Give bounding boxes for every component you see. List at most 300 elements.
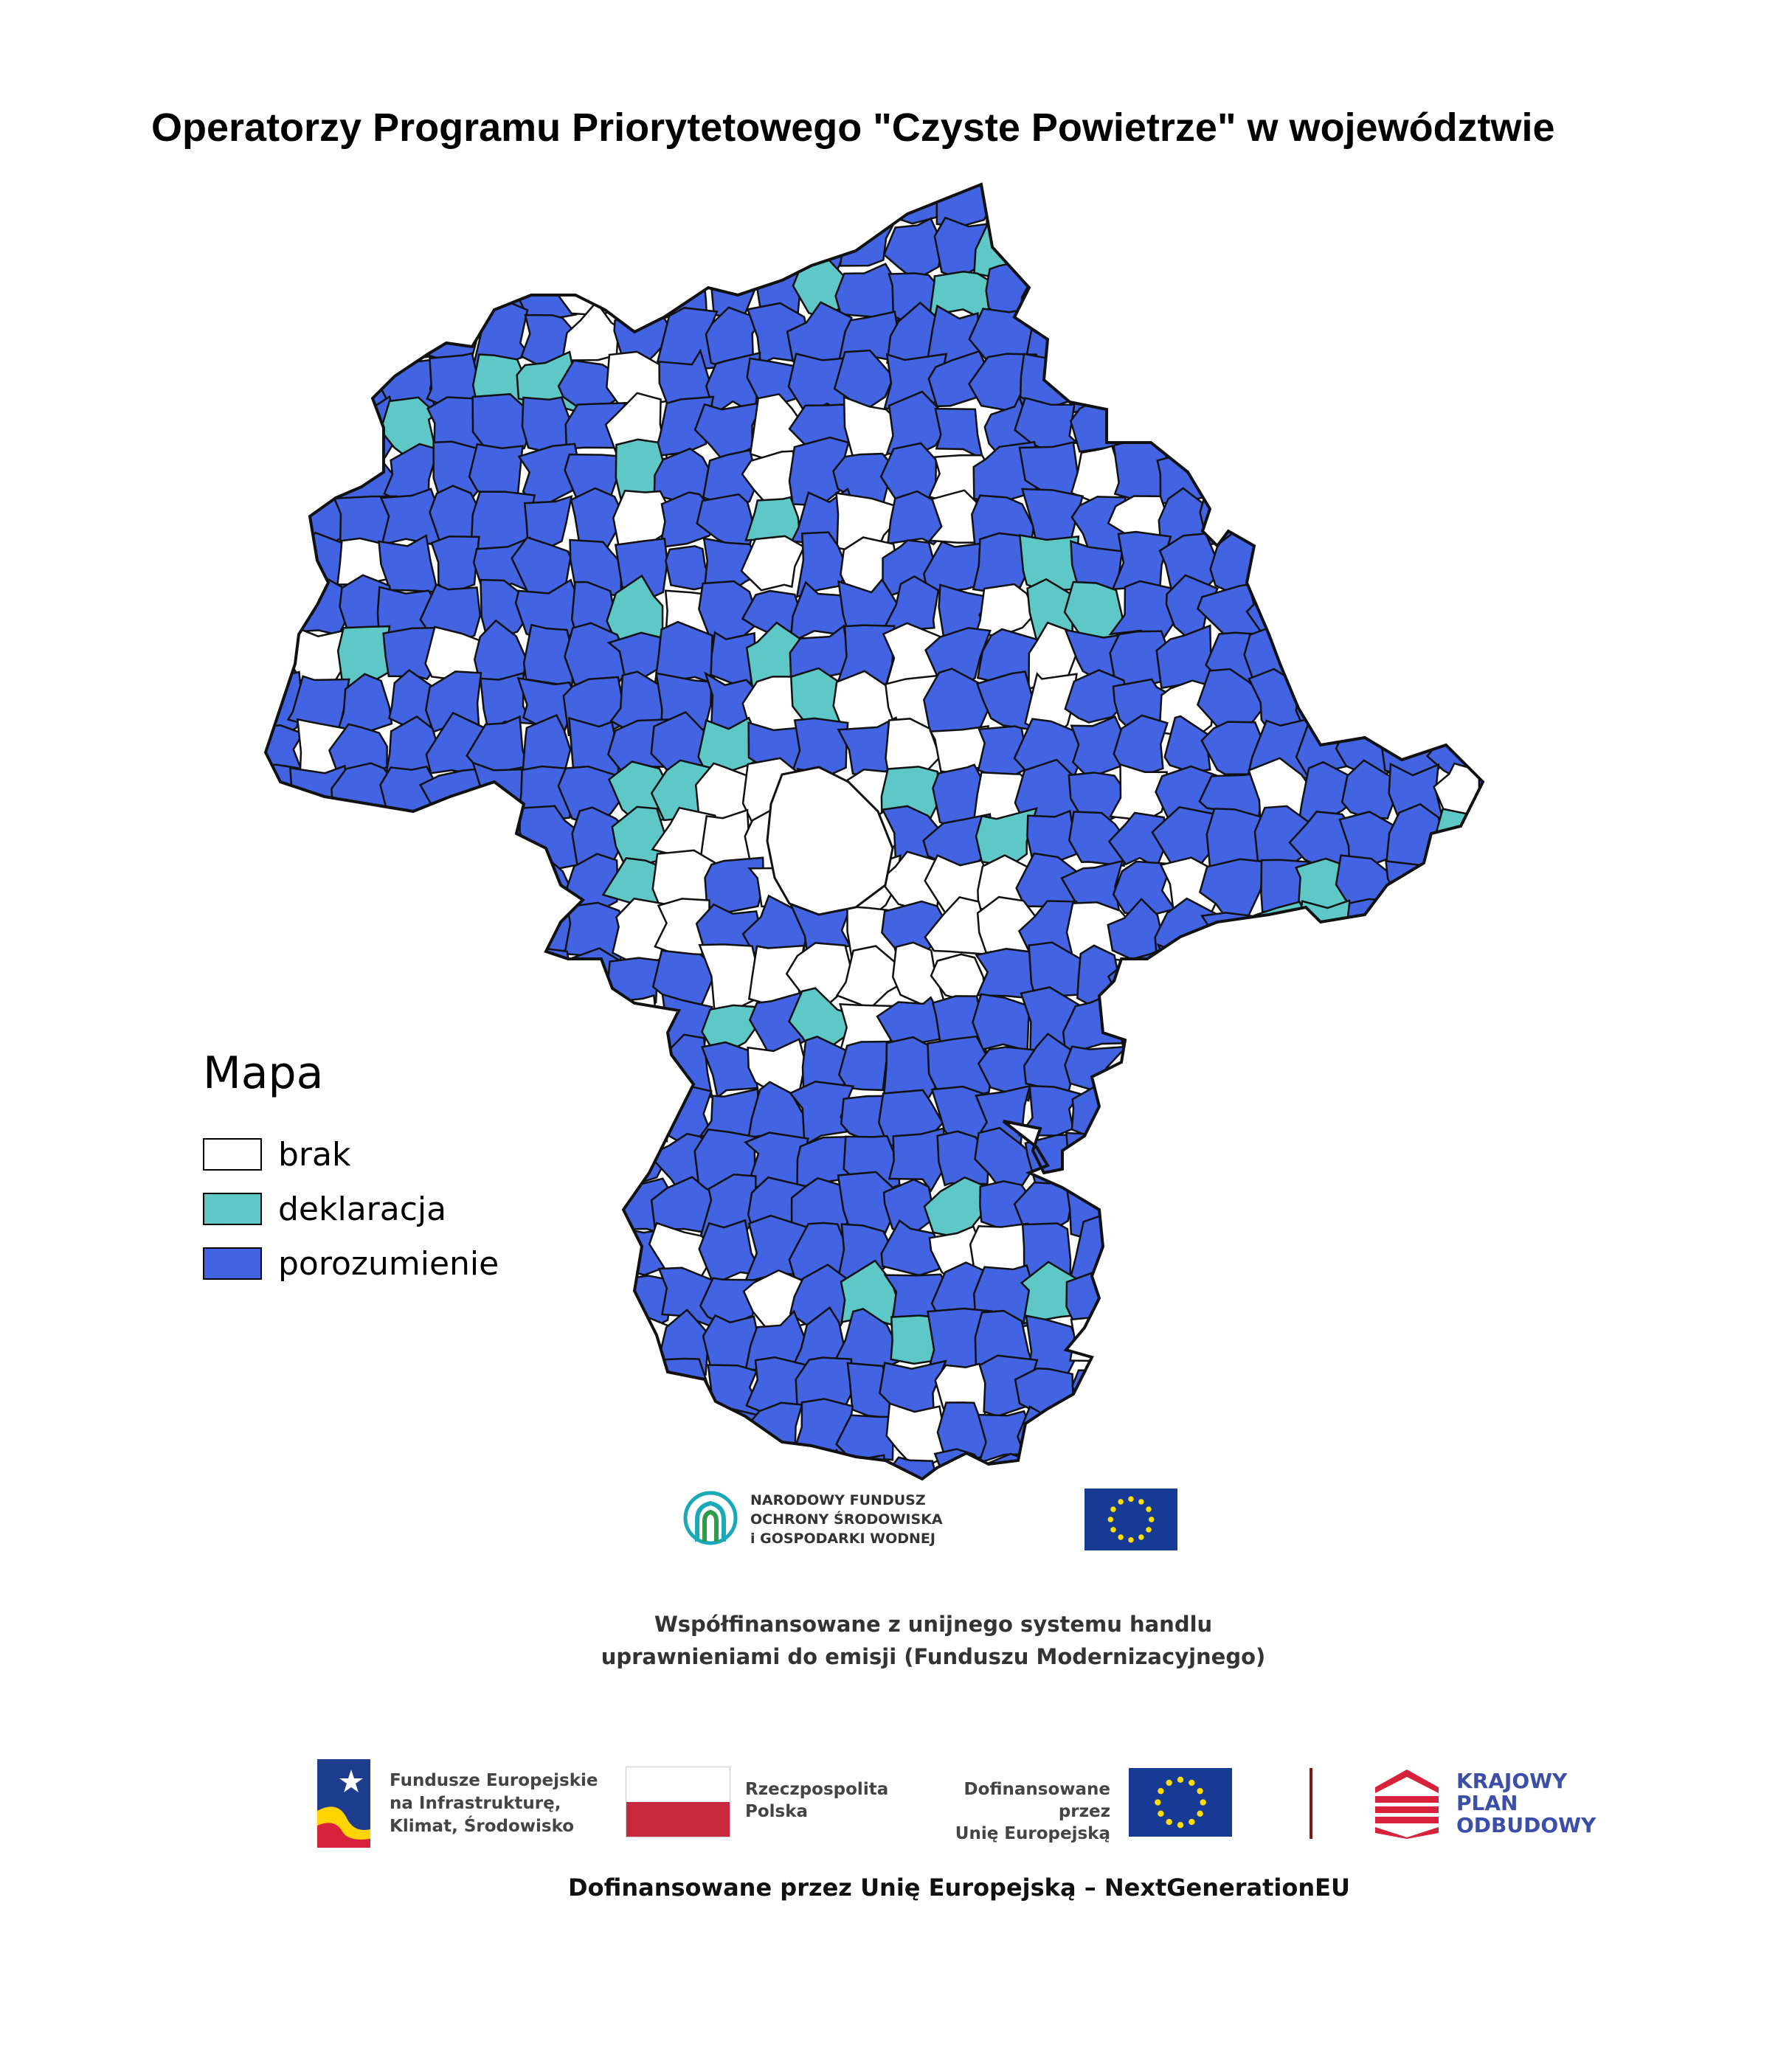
municipality <box>1342 1449 1398 1503</box>
municipality <box>1159 1087 1221 1140</box>
municipality <box>649 1410 707 1466</box>
cofinancing-note <box>480 1608 1387 1673</box>
legend-swatch-brak <box>203 1138 262 1171</box>
municipality <box>1253 493 1310 552</box>
municipality <box>558 1357 626 1418</box>
municipality <box>335 1449 389 1511</box>
municipality <box>243 261 305 325</box>
legend-label-deklaracja: deklaracja <box>278 1190 447 1228</box>
municipality <box>1476 1223 1533 1275</box>
municipality <box>1246 437 1304 502</box>
fundusze-europejskie-emblem-icon <box>317 1759 370 1848</box>
municipality <box>344 307 395 372</box>
rzeczpospolita-text <box>745 1778 888 1823</box>
municipality <box>976 584 1035 636</box>
municipality <box>285 219 348 274</box>
dofinansowane-text <box>922 1778 1110 1845</box>
legend-item-porozumienie <box>203 1236 499 1291</box>
municipality <box>1250 1307 1312 1373</box>
map-legend <box>203 1047 499 1291</box>
legend-swatch-porozumienie <box>203 1247 262 1280</box>
municipality <box>1431 1404 1499 1459</box>
municipality <box>1394 583 1449 642</box>
municipality <box>472 1404 538 1469</box>
municipality <box>241 533 299 592</box>
municipality <box>1340 453 1406 505</box>
municipality <box>1248 1047 1308 1099</box>
municipality <box>1160 1406 1219 1469</box>
municipality <box>466 1452 535 1512</box>
kpo-logo <box>1374 1768 1596 1839</box>
municipality <box>1338 170 1400 220</box>
municipality <box>1158 945 1216 996</box>
municipality <box>242 859 308 922</box>
municipality <box>1213 1264 1266 1328</box>
municipality <box>246 225 304 277</box>
municipality <box>935 409 983 459</box>
municipality <box>1480 817 1531 872</box>
cofinancing-line-1: Współfinansowane z unijnego systemu handlu <box>654 1612 1213 1637</box>
municipality <box>1391 209 1444 276</box>
legend-item-brak <box>203 1127 499 1182</box>
logo-divider <box>1310 1768 1312 1839</box>
dof-line-1: Dofinansowane przez <box>964 1780 1110 1821</box>
municipality <box>1293 1131 1355 1191</box>
eu-star <box>1189 1780 1194 1786</box>
municipality <box>1338 1131 1400 1196</box>
municipality <box>291 810 356 867</box>
municipality <box>1385 1086 1448 1143</box>
municipality <box>1256 1089 1307 1146</box>
municipality <box>884 218 942 280</box>
municipality <box>1259 1266 1315 1332</box>
municipality <box>294 945 350 1009</box>
municipality <box>1337 363 1402 415</box>
municipality <box>1477 1450 1533 1514</box>
municipality <box>1390 395 1450 454</box>
municipality <box>1299 1042 1347 1100</box>
municipality <box>1335 308 1405 372</box>
municipality <box>1484 392 1541 455</box>
eu-star <box>1166 1819 1172 1825</box>
eu-star <box>1146 1527 1152 1533</box>
municipality <box>1205 1083 1265 1143</box>
municipality <box>1248 259 1307 322</box>
municipality <box>1017 1407 1087 1459</box>
municipality <box>1435 1314 1491 1373</box>
municipality <box>1477 951 1537 1005</box>
municipality <box>1431 987 1490 1055</box>
municipality <box>1206 1178 1265 1238</box>
eu-star <box>1197 1788 1203 1794</box>
municipality <box>1201 179 1262 232</box>
municipality <box>1386 861 1450 918</box>
municipality <box>244 302 302 365</box>
municipality <box>1428 948 1494 1000</box>
municipality <box>294 399 349 459</box>
municipality <box>246 394 305 460</box>
nfos-line-1: NARODOWY FUNDUSZ <box>750 1492 926 1508</box>
municipality <box>1438 212 1489 269</box>
municipality <box>1433 396 1491 455</box>
municipality <box>1248 403 1304 460</box>
municipality <box>1250 220 1307 274</box>
municipality <box>381 1450 443 1509</box>
municipality <box>1345 1175 1398 1232</box>
eu-star <box>1200 1799 1206 1805</box>
municipality <box>381 850 448 918</box>
eu-star <box>1158 1788 1163 1794</box>
municipality <box>1343 533 1408 597</box>
municipality <box>426 1311 486 1373</box>
municipality <box>425 263 482 323</box>
municipality <box>388 257 440 322</box>
fundusze-line-3: Klimat, Środowisko <box>390 1816 575 1836</box>
municipality <box>1117 352 1165 412</box>
municipality <box>1291 263 1349 323</box>
municipality <box>1481 358 1535 413</box>
municipality <box>1484 258 1535 319</box>
municipality <box>617 1044 674 1100</box>
municipality <box>1298 164 1359 229</box>
municipality <box>1339 625 1399 688</box>
municipality <box>1389 361 1452 411</box>
municipality <box>1434 809 1492 870</box>
municipality <box>1297 947 1347 1010</box>
municipality <box>1293 1407 1362 1468</box>
municipality <box>1109 209 1174 282</box>
municipality <box>1474 483 1545 555</box>
municipality <box>1169 165 1211 230</box>
municipality <box>1383 1036 1453 1099</box>
municipality <box>290 900 344 960</box>
municipality <box>1205 1448 1262 1516</box>
municipality <box>520 1358 576 1412</box>
municipality <box>1340 990 1402 1050</box>
municipality <box>659 209 718 282</box>
municipality <box>1478 1310 1544 1376</box>
municipality <box>1068 214 1132 268</box>
eu-flag-bottom <box>1129 1768 1232 1837</box>
municipality <box>1434 1035 1497 1098</box>
municipality <box>376 996 440 1049</box>
municipality <box>1168 312 1219 368</box>
municipality <box>288 304 353 364</box>
municipality <box>435 209 491 274</box>
municipality <box>1202 994 1263 1053</box>
municipality <box>1476 308 1540 370</box>
municipality <box>1388 538 1452 602</box>
municipality <box>251 489 302 547</box>
municipality <box>422 175 488 230</box>
municipality <box>1480 899 1544 962</box>
municipality <box>608 1460 670 1510</box>
municipality <box>1473 1036 1541 1104</box>
municipality <box>1477 443 1537 504</box>
eu-star <box>1158 1811 1163 1817</box>
municipality <box>563 1312 620 1368</box>
municipality <box>1245 1216 1307 1273</box>
municipality <box>608 221 660 275</box>
municipality <box>569 215 617 273</box>
municipality <box>526 1319 582 1373</box>
municipality <box>379 811 443 871</box>
nfosigw-logo <box>682 1490 943 1549</box>
municipality <box>1480 1128 1528 1193</box>
municipality <box>1484 535 1539 597</box>
municipality <box>1432 900 1495 965</box>
municipality <box>1435 1262 1491 1332</box>
map-title: Operatorzy Programu Priorytetowego "Czyste Powietrze" w województwie <box>151 105 1555 150</box>
municipality <box>294 1414 350 1464</box>
municipality <box>1385 1272 1450 1326</box>
municipality <box>1340 1315 1398 1365</box>
municipality <box>746 497 800 540</box>
eu-stars-icon <box>1084 1488 1177 1550</box>
municipality <box>572 164 630 222</box>
cofinancing-line-2: uprawnieniami do emisji (Funduszu Modernizacyjnego) <box>601 1644 1266 1669</box>
municipality <box>656 1359 710 1423</box>
municipality <box>244 814 294 872</box>
municipality <box>424 814 487 868</box>
municipality <box>1476 177 1535 233</box>
municipality <box>1387 1407 1450 1465</box>
municipality <box>986 177 1041 235</box>
eu-star <box>1138 1534 1144 1540</box>
eu-star <box>1128 1497 1134 1503</box>
municipality <box>1476 1264 1537 1325</box>
municipality <box>1473 1179 1540 1233</box>
eu-star <box>1118 1499 1124 1505</box>
municipality <box>1433 1444 1493 1517</box>
municipality <box>1295 576 1356 646</box>
municipality <box>288 354 350 411</box>
municipality <box>1110 1174 1171 1238</box>
municipality <box>1430 1223 1490 1279</box>
municipality <box>751 169 808 229</box>
municipality <box>1385 167 1447 237</box>
municipality <box>1110 311 1173 369</box>
municipality <box>238 1319 303 1375</box>
municipality <box>1339 1222 1401 1284</box>
municipality <box>339 270 397 319</box>
municipality <box>1475 672 1541 729</box>
municipality <box>1342 395 1402 450</box>
municipality <box>607 168 674 236</box>
kpo-line-3: ODBUDOWY <box>1456 1813 1596 1837</box>
municipality <box>244 348 297 417</box>
fundusze-europejskie-logo <box>317 1759 598 1848</box>
municipality <box>561 1217 625 1286</box>
municipality <box>1391 1228 1444 1282</box>
municipality <box>1157 1126 1214 1189</box>
rp-line-1: Rzeczpospolita <box>745 1780 889 1799</box>
municipality <box>1208 305 1265 367</box>
municipality <box>570 1079 626 1150</box>
municipality <box>379 902 431 964</box>
municipality <box>1203 258 1263 319</box>
eu-star <box>1118 1534 1124 1540</box>
municipality <box>1427 444 1482 501</box>
municipality <box>1389 1130 1444 1182</box>
nfos-line-3: i GOSPODARKI WODNEJ <box>750 1531 935 1547</box>
municipality <box>706 213 759 278</box>
municipality <box>421 1359 486 1415</box>
municipality <box>612 1087 668 1145</box>
municipality <box>1389 1444 1448 1517</box>
municipality <box>1107 263 1172 318</box>
municipality <box>1205 1404 1262 1463</box>
municipality <box>612 1362 669 1415</box>
municipality <box>1433 1138 1494 1189</box>
municipality <box>1346 1047 1400 1097</box>
municipality <box>331 215 388 275</box>
municipality <box>1208 1135 1262 1182</box>
legend-label-porozumienie: porozumienie <box>278 1244 499 1283</box>
municipality <box>1346 1403 1398 1458</box>
nfosigw-emblem-icon <box>682 1490 738 1549</box>
municipality <box>1293 988 1362 1058</box>
municipality <box>474 859 539 917</box>
municipality <box>1436 1078 1485 1146</box>
municipality <box>1396 257 1447 322</box>
municipality <box>421 942 485 1002</box>
municipality <box>381 215 440 277</box>
municipality <box>1474 215 1545 276</box>
municipality <box>1208 348 1267 402</box>
municipality <box>1348 1364 1403 1417</box>
municipality <box>246 1449 303 1502</box>
municipality <box>1155 259 1220 323</box>
legend-title: Mapa <box>203 1047 324 1099</box>
municipality <box>525 1444 580 1512</box>
eu-star <box>1110 1527 1116 1533</box>
municipality <box>1253 539 1306 596</box>
municipality <box>840 214 895 266</box>
municipality <box>1070 356 1124 415</box>
municipality <box>379 1409 434 1466</box>
municipality <box>1290 634 1361 692</box>
municipality <box>561 1404 620 1468</box>
municipality <box>336 169 397 228</box>
eu-star <box>1110 1506 1116 1512</box>
municipality <box>564 1267 629 1333</box>
municipality <box>1385 1179 1453 1230</box>
municipality <box>247 945 300 1008</box>
municipality <box>1163 1354 1215 1416</box>
municipality <box>1340 668 1402 729</box>
municipality <box>1111 1130 1169 1189</box>
municipality <box>241 167 302 229</box>
municipality <box>564 1179 629 1241</box>
municipality <box>1072 172 1131 231</box>
municipality <box>1158 393 1210 462</box>
municipality <box>429 1452 491 1503</box>
municipality <box>1291 1170 1349 1233</box>
municipality <box>1426 534 1497 599</box>
municipality <box>288 170 348 235</box>
fundusze-line-1: Fundusze Europejskie <box>390 1770 598 1790</box>
municipality <box>1026 215 1072 274</box>
municipality <box>429 991 487 1053</box>
municipality <box>1110 1359 1172 1423</box>
municipality <box>290 998 348 1047</box>
municipality <box>1440 353 1490 418</box>
municipality <box>1155 1221 1213 1283</box>
municipality <box>1440 173 1492 230</box>
municipality <box>392 1320 437 1379</box>
municipality <box>1436 1353 1493 1421</box>
municipality <box>1023 180 1082 235</box>
municipality <box>1297 1352 1353 1413</box>
municipality <box>1472 713 1542 778</box>
municipality <box>1252 1365 1308 1424</box>
municipality <box>1207 216 1267 282</box>
municipality <box>1248 310 1302 365</box>
municipality <box>511 1087 578 1145</box>
municipality <box>1480 1359 1533 1424</box>
municipality <box>1020 257 1084 323</box>
municipality <box>1390 673 1438 727</box>
municipality <box>243 443 303 506</box>
municipality <box>1107 1405 1178 1458</box>
municipality <box>1158 1273 1219 1332</box>
municipality <box>1439 625 1495 685</box>
municipality <box>1115 167 1168 232</box>
municipality <box>1342 1091 1408 1146</box>
municipality <box>1198 957 1263 1011</box>
municipality <box>567 1042 626 1095</box>
municipality <box>1112 989 1180 1053</box>
eu-star <box>1108 1517 1114 1522</box>
municipality <box>1487 585 1536 643</box>
municipality <box>1432 668 1485 733</box>
legend-swatch-deklaracja <box>203 1193 262 1225</box>
municipality <box>336 945 401 1009</box>
municipality <box>1248 1400 1312 1466</box>
municipality <box>478 170 527 235</box>
fundusze-line-2: na Infrastrukturę, <box>390 1793 561 1813</box>
municipality <box>1381 1362 1445 1426</box>
municipality <box>1256 350 1308 417</box>
municipality <box>1490 860 1540 921</box>
municipality <box>473 946 534 1013</box>
municipality <box>1299 1311 1352 1369</box>
municipality <box>1295 1266 1362 1320</box>
municipality <box>470 901 532 955</box>
municipality <box>1387 494 1450 552</box>
municipality <box>705 166 764 223</box>
eu-stars-icon <box>1129 1768 1232 1837</box>
municipality <box>1388 957 1442 1012</box>
municipality <box>1472 1087 1537 1147</box>
eu-star <box>1128 1537 1134 1543</box>
municipality <box>1110 1277 1175 1330</box>
municipality <box>789 168 850 232</box>
municipality <box>1478 764 1537 831</box>
municipality <box>1390 452 1442 509</box>
municipality <box>1209 407 1252 460</box>
municipality <box>659 172 715 232</box>
municipality <box>293 1311 346 1370</box>
municipality <box>610 1407 668 1460</box>
municipality <box>1290 1222 1353 1284</box>
municipality <box>246 1403 305 1460</box>
eu-star <box>1177 1777 1183 1783</box>
kpo-line-1: KRAJOWY <box>1456 1769 1568 1793</box>
municipality <box>1388 1310 1445 1376</box>
municipality <box>564 1449 625 1510</box>
